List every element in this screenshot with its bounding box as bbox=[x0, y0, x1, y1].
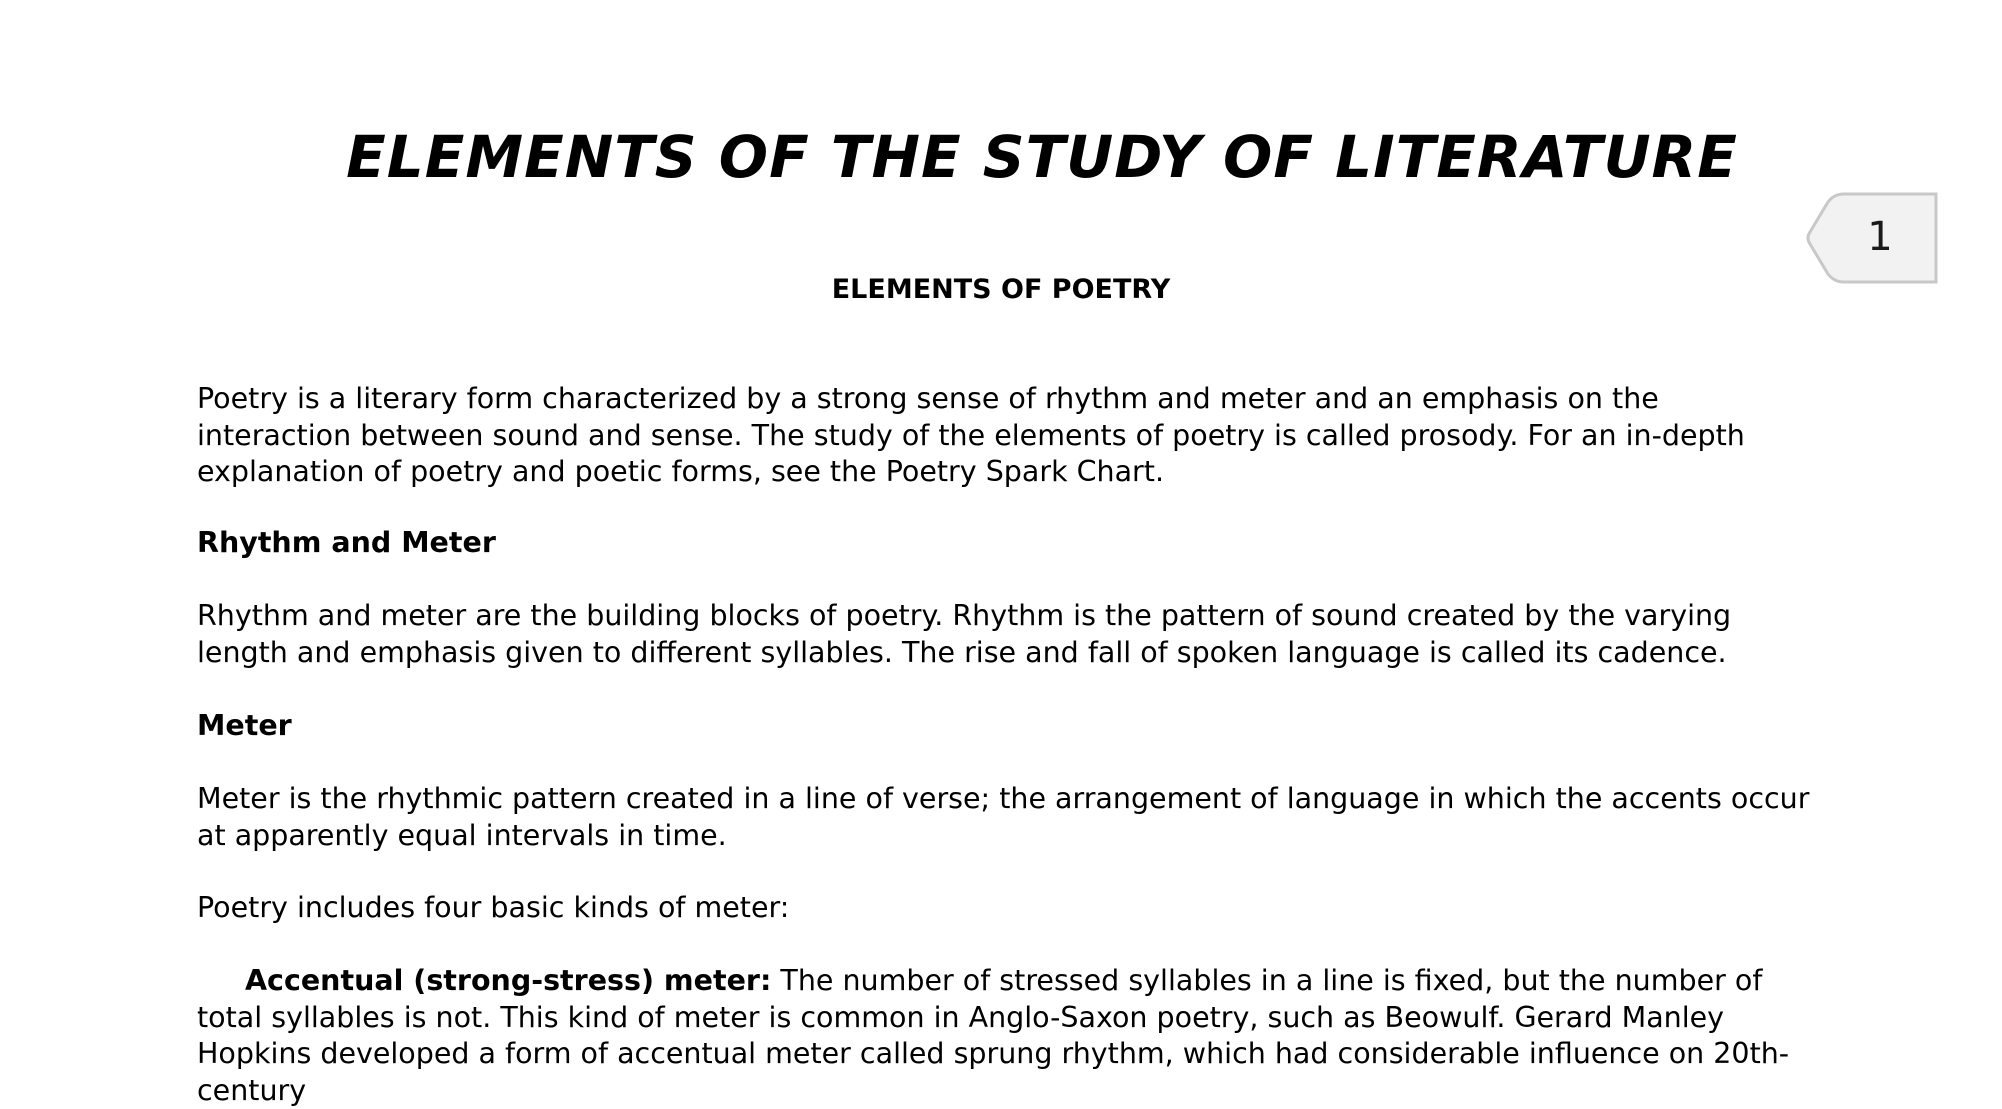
accentual-meter-paragraph bbox=[197, 963, 1817, 1109]
accentual-meter-term: Accentual (strong-stress) meter: bbox=[245, 964, 772, 997]
meter-heading: Meter bbox=[197, 709, 292, 742]
rhythm-paragraph: Rhythm and meter are the building blocks of poetry. Rhythm is the pattern of sound created by the varying length and emphasis given to different syllables. The rise and fall of spoken language is called its cadence. bbox=[197, 599, 1732, 669]
section-title: ELEMENTS OF POETRY bbox=[831, 274, 1171, 305]
kinds-of-meter-intro: Poetry includes four basic kinds of meter: bbox=[197, 891, 790, 924]
document-title: ELEMENTS OF THE STUDY OF LITERATURE bbox=[346, 123, 1738, 191]
rhythm-and-meter-heading: Rhythm and Meter bbox=[197, 526, 496, 559]
meter-paragraph: Meter is the rhythmic pattern created in a line of verse; the arrangement of language in which the accents occur at apparently equal intervals in time. bbox=[197, 782, 1810, 852]
page-number: 1 bbox=[1867, 214, 1893, 260]
accentual-meter-text: The number of stressed syllables in a line is fixed, but the number of total syllables is not. This kind of meter is common in Anglo-Saxon poetry, such as Beowulf. Gerard Manley Hopkins developed a form of accentual meter called sprung rhythm, which had considerable influence on 20th-century bbox=[197, 964, 1790, 1107]
page-number-indicator[interactable] bbox=[1806, 192, 1936, 284]
intro-paragraph: Poetry is a literary form characterized by a strong sense of rhythm and meter and an emphasis on the interaction between sound and sense. The study of the elements of poetry is called prosody. For an in-depth explanation of poetry and poetic forms, see the Poetry Spark Chart. bbox=[197, 382, 1745, 488]
